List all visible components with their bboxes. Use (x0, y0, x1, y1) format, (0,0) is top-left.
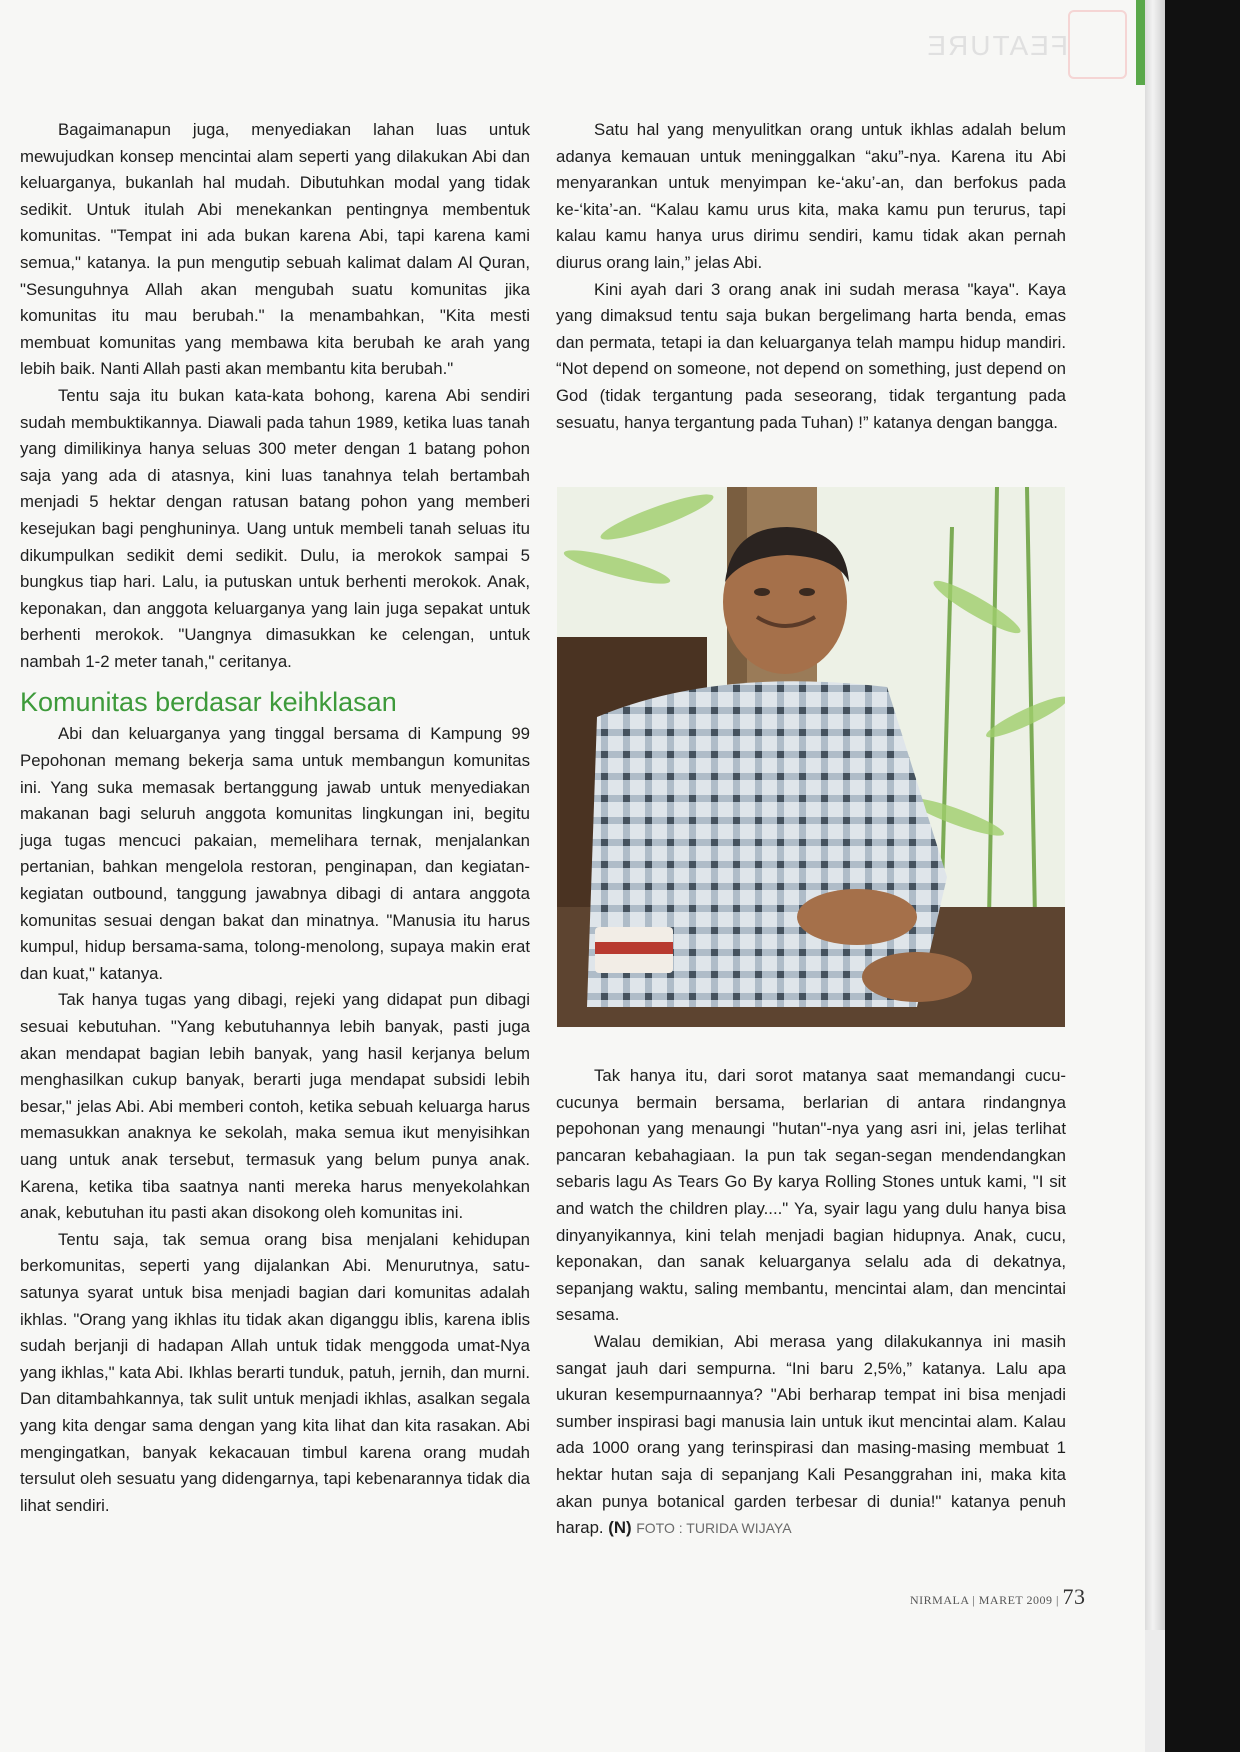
page-edge (1145, 0, 1165, 1630)
page-folio (910, 1584, 1085, 1610)
section-heading: Komunitas berdasar keihklasan (20, 687, 397, 718)
paragraph: Abi dan keluarganya yang tinggal bersama di Kampung 99 Pepohonan memang bekerja sama untuk membangun komunitas ini. Yang suka memasak bertanggung jawab untuk menyediakan makanan bagi seluruh anggota komunitas lingkungan ini, begitu juga tugas mencuci pakaian, memelihara ternak, menjalankan pertanian, bahkan mengelola restoran, penginapan, dan kegiatan-kegiatan outbound, tanggung jawabnya dibagi di antara anggota komunitas sesuai dengan bakat dan minatnya. "Manusia itu harus kumpul, hidup bersama-sama, tolong-menolong, supaya makin erat dan kuat," katanya. (20, 724, 530, 983)
left-column (20, 117, 530, 1519)
photo-credit: FOTO : TURIDA WIJAYA (636, 1520, 792, 1537)
paragraph-text: Walau demikian, Abi merasa yang dilakukannya ini masih sangat jauh dari sempurna. “Ini baru 2,5%,” katanya. Lalu apa ukuran kesempurnaannya? "Abi berharap tempat ini bisa menjadi sumber inspirasi bagi manusia lain untuk ikut mencintai alam. Kalau ada 1000 orang yang terinspirasi dan masing-masing membuat 1 hektar hutan saja di sepanjang Kali Pesanggrahan ini, maka kita akan punya botanical garden terbesar di dunia!" katanya penuh harap. (556, 1331, 1066, 1538)
portrait-photo (557, 487, 1065, 1027)
section-mark: FEATURE (925, 30, 1068, 61)
paragraph (556, 1329, 1066, 1542)
paragraph: Tentu saja, tak semua orang bisa menjalani kehidupan berkomunitas, seperti yang dijalankan Abi. Menurutnya, satu-satunya syarat untuk bisa menjadi bagian dari komunitas adalah ikhlas. "Orang yang ikhlas itu tidak akan diganggu iblis, karena iblis sudah berjanji di hadapan Allah untuk tidak menggoda umat-Nya yang ikhlas," kata Abi. Ikhlas berarti tunduk, patuh, jernih, dan murni. Dan ditambahkannya, tak sulit untuk menjadi ikhlas, asalkan segala yang kita dengar sama dengan yang kita lihat dan kita rasakan. Abi mengingatkan, banyak kekacauan timbul karena orang mudah tersulut oleh sesuatu yang didengarnya, tapi kebenarannya tidak dia lihat sendiri. (20, 1229, 530, 1515)
paragraph: Kini ayah dari 3 orang anak ini sudah merasa "kaya". Kaya yang dimaksud tentu saja bukan bergelimang harta benda, emas dan permata, tetapi ia dan keluarganya telah mampu hidup mandiri. “Not depend on someone, not depend on something, just depend on God (tidak tergantung pada seseorang, tidak tergantung pada sesuatu, hanya tergantung pada Tuhan) !” katanya dengan bangga. (556, 279, 1066, 432)
paragraph: Bagaimanapun juga, menyediakan lahan luas untuk mewujudkan konsep mencintai alam seperti yang dilakukan Abi dan keluarganya, bukanlah hal mudah. Dibutuhkan modal yang tidak sedikit. Untuk itulah Abi menekankan pentingnya membentuk komunitas. "Tempat ini ada bukan karena Abi, tapi karena kami semua," katanya. Ia pun mengutip sebuah kalimat dalam Al Quran, "Sesunguhnya Allah akan mengubah suatu komunitas jika komunitas itu mau berubah." Ia menambahkan, "Kita mesti membuat komunitas yang membawa kita berubah ke arah yang lebih baik. Nanti Allah pasti akan membantu kita berubah." (20, 120, 530, 379)
right-column-top (556, 117, 1066, 436)
folio-separator: | (1056, 1593, 1059, 1607)
paragraph: Tak hanya tugas yang dibagi, rejeki yang didapat pun dibagi sesuai kebutuhan. "Yang kebutuhannya lebih banyak, pasti juga akan mendapat bagian lebih banyak, yang hasil kerjanya belum menghasilkan cukup banyak, berarti juga mendapat subsidi lebih besar," jelas Abi. Abi memberi contoh, ketika sebuah keluarga harus memasukkan anaknya ke sekolah, maka semua ikut menyisihkan uang untuk anak tersebut, termasuk yang belum punya anak. Karena, ketika tiba saatnya nanti mereka harus menyekolahkan anak, kebutuhan itu pasti akan disokong oleh komunitas ini. (20, 990, 530, 1223)
right-column-bottom (556, 1063, 1066, 1542)
paragraph: Tak hanya itu, dari sorot matanya saat memandangi cucu-cucunya bermain bersama, berlarian di antara rindangnya pepohonan yang menaungi "hutan"-nya yang asri ini, jelas terlihat pancaran kebahagiaan. Ia pun tak segan-segan mendendangkan sebaris lagu As Tears Go By karya Rolling Stones untuk kami, "I sit and watch the children play...." Ya, syair lagu yang dulu hanya bisa dinyanyikannya, kini telah menjadi bagian hidupnya. Anak, cucu, keponakan, dan sanak keluarganya selalu ada di dekatnya, sepanjang waktu, saling membantu, mencintai alam, dan mencintai sesama. (556, 1066, 1066, 1325)
paragraph: Satu hal yang menyulitkan orang untuk ikhlas adalah belum adanya kemauan untuk meninggalkan “aku”-nya. Karena itu Abi menyarankan untuk menyimpan ke-‘aku’-an, dan berfokus pada ke-‘kita’-an. “Kalau kamu urus kita, maka kamu pun terurus, tapi kalau kamu hanya urus dirimu sendiri, kamu tidak akan pernah diurus orang lain,” jelas Abi. (556, 120, 1066, 272)
section-mark-box (1068, 10, 1127, 79)
page-number: 73 (1062, 1584, 1086, 1609)
folio-separator: | (972, 1593, 976, 1607)
portrait-illustration (557, 487, 1065, 1027)
end-tag: (N) (608, 1518, 632, 1538)
paragraph: Tentu saja itu bukan kata-kata bohong, karena Abi sendiri sudah membuktikannya. Diawali pada tahun 1989, ketika luas tanah yang dimilikinya hanya seluas 300 meter dengan 1 batang pohon saja yang ada di atasnya, kini luas tanahnya telah bertambah menjadi 5 hektar dengan ratusan batang pohon yang memberi kesejukan bagi penghuninya. Uang untuk membeli tanah seluas itu dikumpulkan sedikit demi sedikit. Dulu, ia merokok sampai 5 bungkus tiap hari. Lalu, ia putuskan untuk berhenti merokok. Anak, keponakan, dan anggota keluarganya yang lain juga sepakat untuk berhenti merokok. "Uangnya dimasukkan ke celengan, untuk nambah 1-2 meter tanah," ceritanya. (20, 385, 530, 671)
issue-date: MARET 2009 (978, 1593, 1053, 1607)
magazine-name: NIRMALA (910, 1593, 969, 1607)
scan-border (1165, 0, 1240, 1752)
